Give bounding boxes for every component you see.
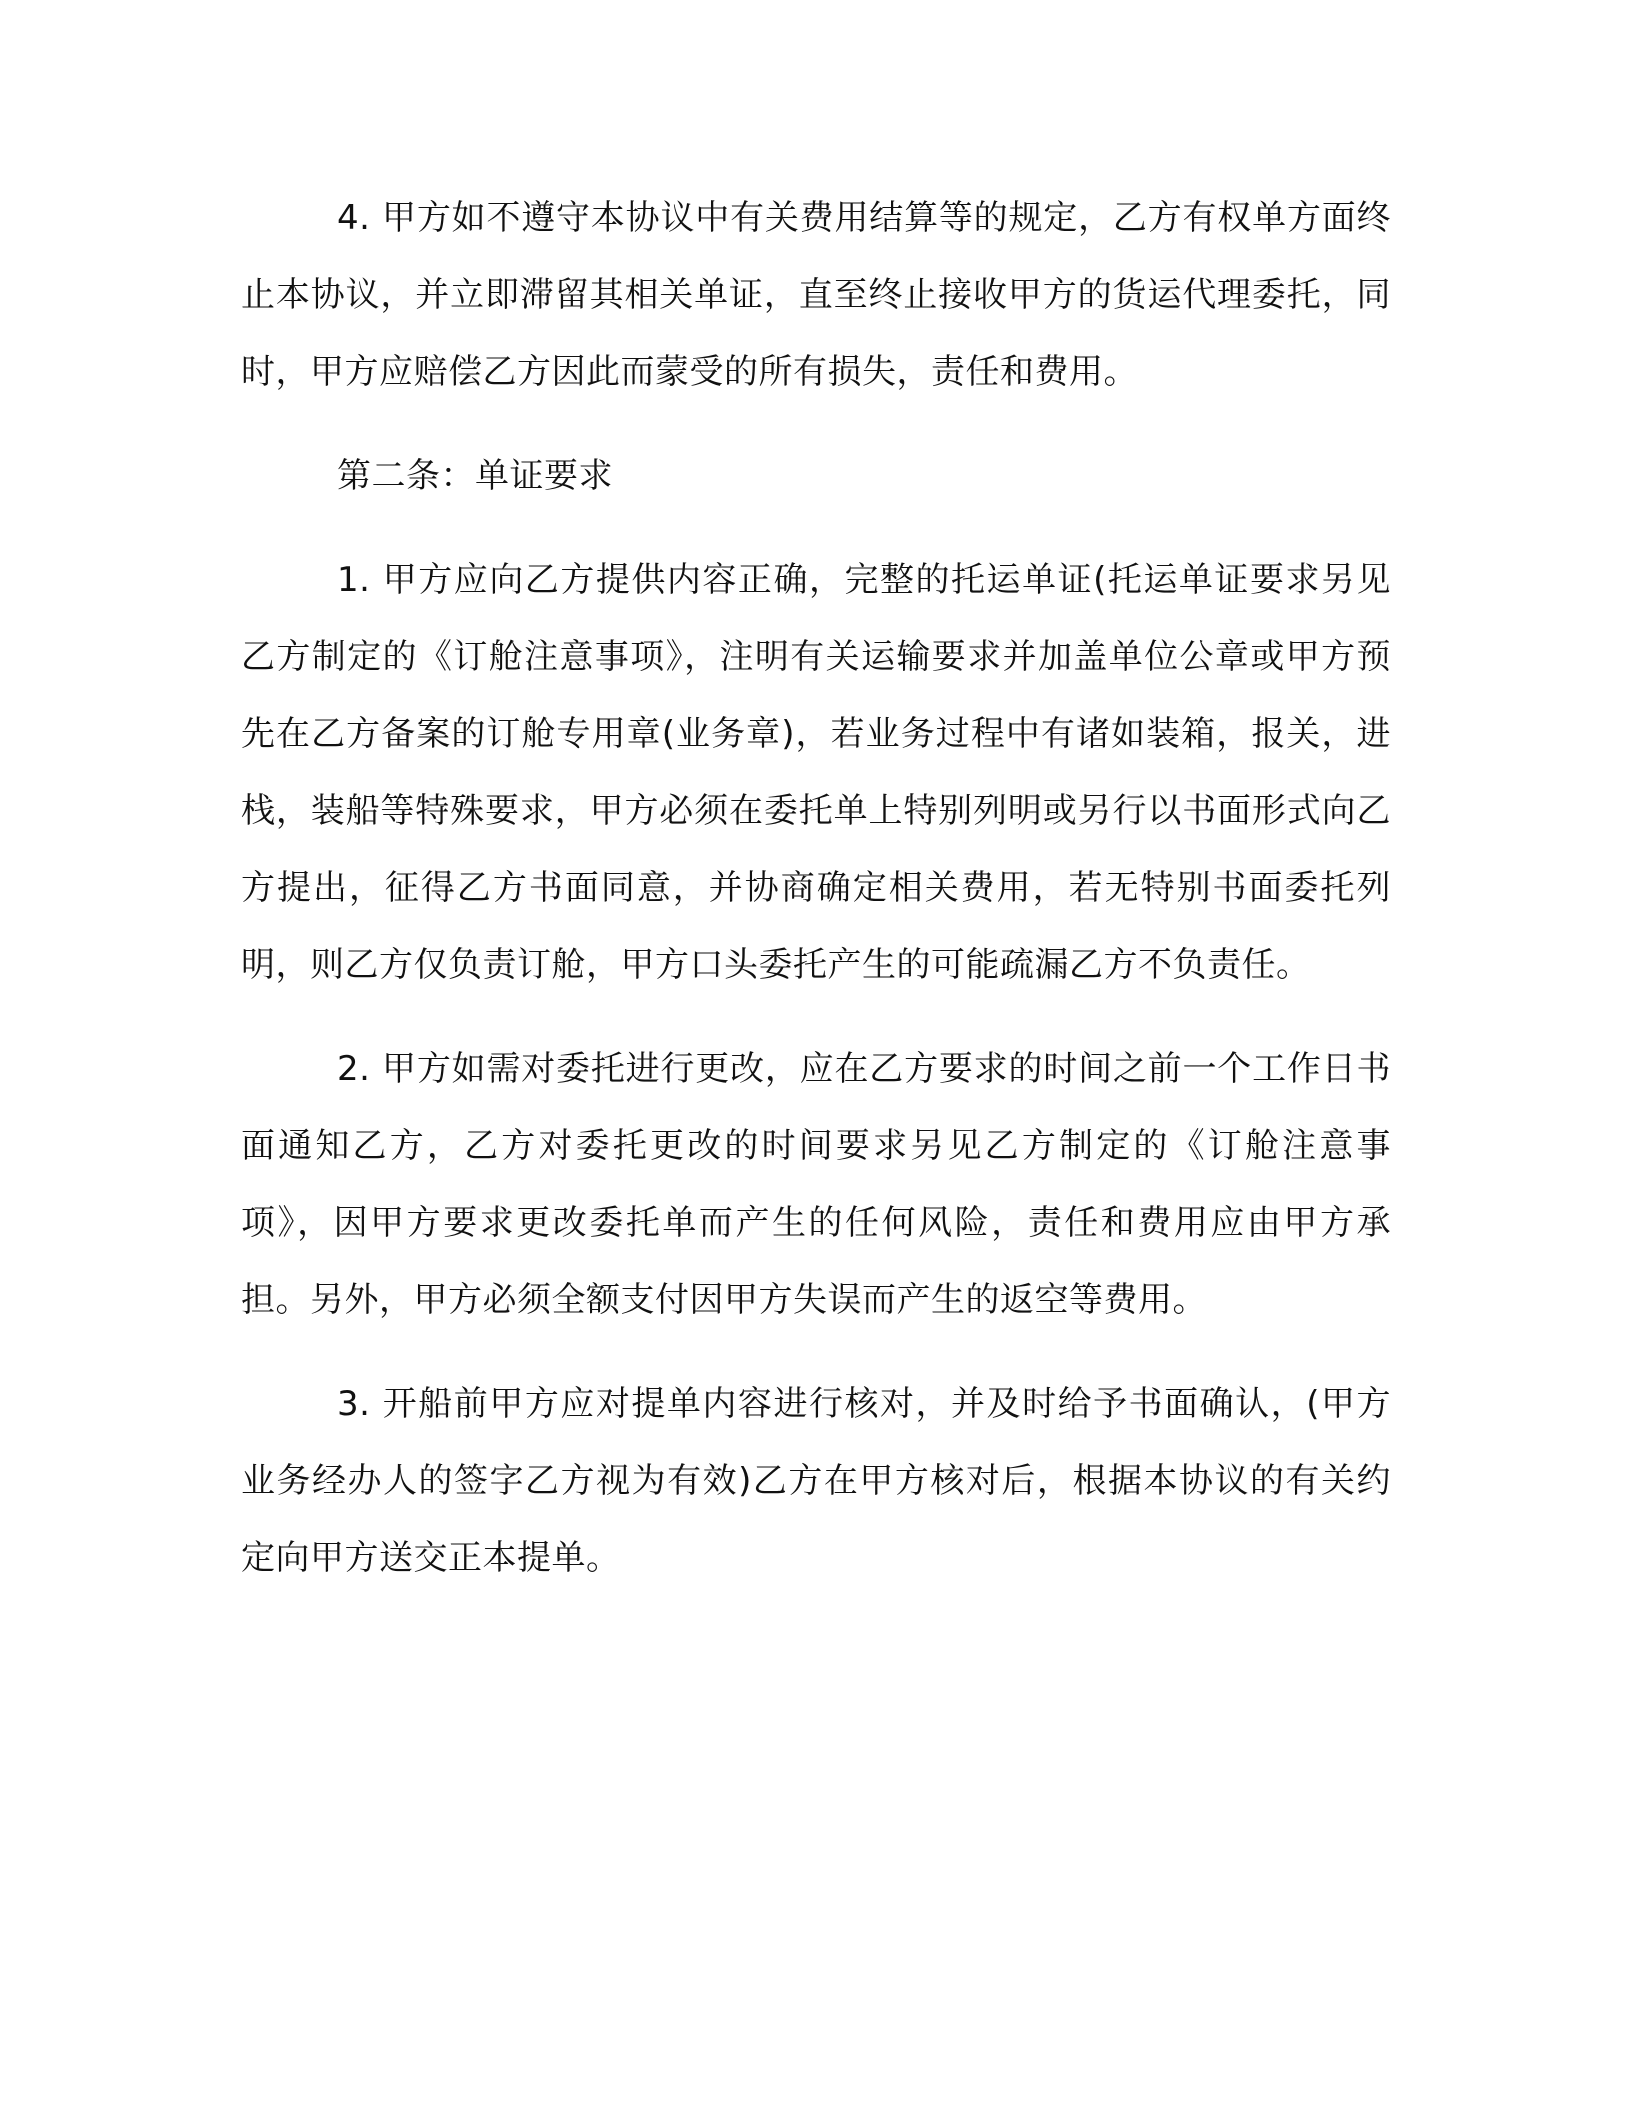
document-body	[241, 180, 1391, 1597]
clause-3-paragraph: 3. 开船前甲方应对提单内容进行核对，并及时给予书面确认，(甲方业务经办人的签字乙方视为有效)乙方在甲方核对后，根据本协议的有关约定向甲方送交正本提单。	[241, 1384, 1391, 1578]
clause-4-paragraph: 4. 甲方如不遵守本协议中有关费用结算等的规定，乙方有权单方面终止本协议，并立即滞留其相关单证，直至终止接收甲方的货运代理委托，同时，甲方应赔偿乙方因此而蒙受的所有损失，责任和费用。	[241, 198, 1391, 392]
clause-1-paragraph: 1. 甲方应向乙方提供内容正确，完整的托运单证(托运单证要求另见乙方制定的《订舱注意事项》，注明有关运输要求并加盖单位公章或甲方预先在乙方备案的订舱专用章(业务章)，若业务过程中有诸如装箱，报关，进栈，装船等特殊要求，甲方必须在委托单上特别列明或另行以书面形式向乙方提出，征得乙方书面同意，并协商确定相关费用，若无特别书面委托列明，则乙方仅负责订舱，甲方口头委托产生的可能疏漏乙方不负责任。	[241, 560, 1391, 985]
clause-2-paragraph: 2. 甲方如需对委托进行更改，应在乙方要求的时间之前一个工作日书面通知乙方，乙方对委托更改的时间要求另见乙方制定的《订舱注意事项》，因甲方要求更改委托单而产生的任何风险，责任和费用应由甲方承担。另外，甲方必须全额支付因甲方失误而产生的返空等费用。	[241, 1049, 1391, 1320]
section-heading-article-2: 第二条：单证要求	[337, 456, 613, 496]
